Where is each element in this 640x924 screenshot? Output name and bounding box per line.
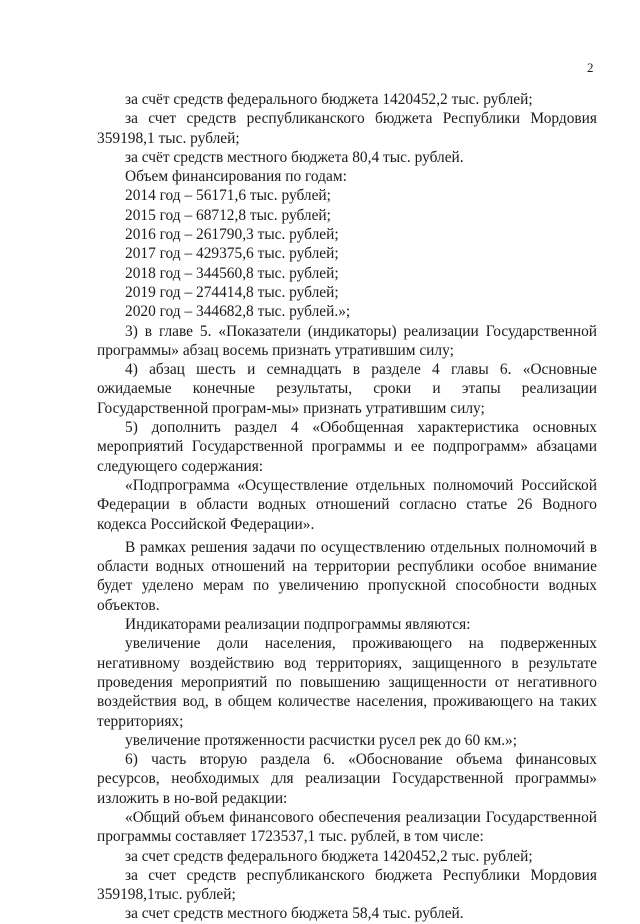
paragraph-indicators-intro: Индикаторами реализации подпрограммы являются: (125, 616, 471, 634)
paragraph-local-budget: за счёт средств местного бюджета 80,4 тыс. рублей. (125, 148, 464, 166)
paragraph-year-2020: 2020 год – 344682,8 тыс. рублей.»; (125, 303, 351, 321)
paragraph-local-budget-new: за счет средств местного бюджета 58,4 тыс. рублей. (125, 905, 464, 923)
paragraph-year-2016: 2016 год – 261790,3 тыс. рублей; (125, 226, 339, 244)
paragraph-item-5: 5) дополнить раздел 4 «Обобщенная характеристика основных мероприятий Государственной программы и ее подпрограмм» абзацами следующего содержания: (97, 419, 597, 475)
paragraph-subprogram-title: «Подпрограмма «Осуществление отдельных полномочий Российской Федерации в области водных отношений согласно статье 26 Водного кодекса Российской Федерации». (97, 476, 597, 533)
paragraph-republic-budget: за счет средств республиканского бюджета Республики Мордовия 359198,1 тыс. рублей; (97, 110, 597, 147)
paragraph-total-funding: «Общий объем финансового обеспечения реализации Государственной программы составляет 1723537,1 тыс. рублей, в том числе: (97, 808, 597, 846)
paragraph-year-2019: 2019 год – 274414,8 тыс. рублей; (125, 283, 339, 301)
paragraph-year-2015: 2015 год – 68712,8 тыс. рублей; (125, 206, 331, 224)
paragraph-republic-budget-new: за счет средств республиканского бюджета Республики Мордовия 359198,1тыс. рублей; (97, 866, 597, 904)
paragraph-indicator-riverbeds: увеличение протяженности расчистки русел рек до 60 км.»; (125, 731, 518, 749)
paragraph-item-4: 4) абзац шесть и семнадцать в разделе 4 главы 6. «Основные ожидаемые конечные результаты, сроки и этапы реализации Государственной програм-мы» признать утратившим силу; (97, 361, 597, 417)
document-body (97, 90, 597, 924)
paragraph-federal-budget-new: за счет средств федерального бюджета 1420452,2 тыс. рублей; (125, 847, 533, 865)
paragraph-year-2014: 2014 год – 56171,6 тыс. рублей; (125, 187, 331, 205)
paragraph-item-6: 6) часть вторую раздела 6. «Обоснование объема финансовых ресурсов, необходимых для реализации Государственной программы» изложить в но-вой редакции: (97, 751, 597, 807)
paragraph-year-2018: 2018 год – 344560,8 тыс. рублей; (125, 264, 339, 282)
page-number: 2 (587, 60, 594, 75)
paragraph-year-2017: 2017 год – 429375,6 тыс. рублей; (125, 245, 339, 263)
paragraph-item-3: 3) в главе 5. «Показатели (индикаторы) реализации Государственной программы» абзац восемь признать утратившим силу; (97, 322, 597, 359)
paragraph-federal-budget: за счёт средств федерального бюджета 1420452,2 тыс. рублей; (125, 91, 533, 108)
paragraph-indicator-population: увеличение доли населения, проживающего на подверженных негативному воздействию вод территориях, защищенного в результате проведения мероприятий по повышению защищенности от негативного воздействия вод, в общем количестве населения, проживающего на таких территориях; (97, 635, 597, 730)
paragraph-funding-by-year: Объем финансирования по годам: (125, 168, 347, 186)
paragraph-subprogram-goal: В рамках решения задачи по осуществлению отдельных полномочий в области водных отношений на территории республики особое внимание будет уделено мерам по увеличению пропускной способности водных объектов. (97, 538, 597, 614)
